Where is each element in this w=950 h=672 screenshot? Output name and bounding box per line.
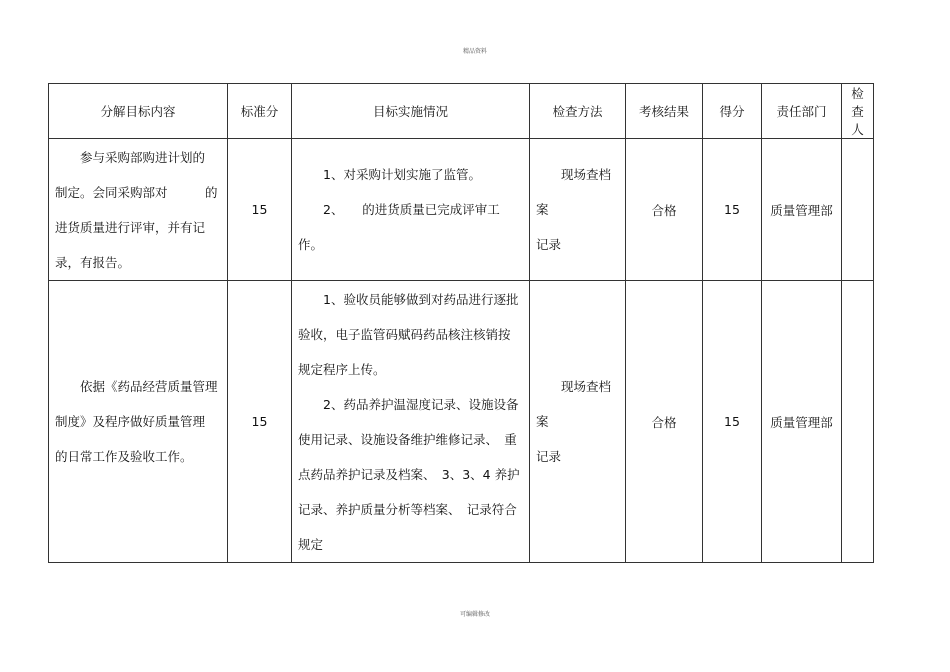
table-row <box>49 139 874 281</box>
inspector-cell <box>842 139 874 281</box>
col-header-standard: 标准分 <box>228 84 292 139</box>
implementation-line: 规定 <box>298 536 324 552</box>
content-line: 制定。会同采购部对 的 <box>55 184 218 200</box>
implementation-line: 2、 的进货质量已完成评审工作。 <box>298 202 500 252</box>
col-header-content: 分解目标内容 <box>49 84 228 139</box>
implementation-line: 2、药品养护温湿度记录、设施设备 <box>323 396 519 412</box>
department-cell: 质量管理部 <box>762 281 842 563</box>
result-cell: 合格 <box>626 139 703 281</box>
table-row <box>49 281 874 563</box>
method-cell <box>530 281 626 563</box>
implementation-line: 验收，电子监管码赋码药品核注核销按 <box>298 326 511 342</box>
implementation-cell <box>292 281 530 563</box>
content-line: 制度》及程序做好质量管理 <box>55 414 206 429</box>
department-cell: 质量管理部 <box>762 139 842 281</box>
table-header-row <box>49 84 874 139</box>
score-cell: 15 <box>703 139 762 281</box>
result-cell: 合格 <box>626 281 703 563</box>
content-line: 依据《药品经营质量管理 <box>80 379 218 394</box>
col-header-inspector: 检查人 <box>842 84 874 139</box>
implementation-cell <box>292 139 530 281</box>
objective-table <box>48 83 874 563</box>
content-line: 的日常工作及验收工作。 <box>55 449 193 464</box>
inspector-cell <box>842 281 874 563</box>
standard-score-cell: 15 <box>228 139 292 281</box>
implementation-line: 1、验收员能够做到对药品进行逐批 <box>323 291 519 307</box>
col-header-method: 检查方法 <box>530 84 626 139</box>
content-line: 录，有报告。 <box>55 254 131 270</box>
content-line: 参与采购部购进计划的 <box>80 149 206 165</box>
method-line: 记录 <box>536 237 562 252</box>
footer-note: 可编辑修改 <box>459 611 490 618</box>
content-cell <box>49 281 228 563</box>
implementation-line: 点药品养护记录及档案、 3、3、4 养护 <box>298 466 520 482</box>
implementation-line: 记录、养护质量分析等档案、 记录符合 <box>298 501 517 517</box>
header-note: 精品资料 <box>462 48 487 55</box>
col-header-implementation: 目标实施情况 <box>292 84 530 139</box>
method-cell <box>530 139 626 281</box>
score-cell: 15 <box>703 281 762 563</box>
method-line: 现场查档案 <box>536 167 612 217</box>
col-header-result: 考核结果 <box>626 84 703 139</box>
method-line: 记录 <box>536 449 562 464</box>
standard-score-cell: 15 <box>228 281 292 563</box>
col-header-score: 得分 <box>703 84 762 139</box>
implementation-line: 规定程序上传。 <box>298 361 386 377</box>
implementation-line: 使用记录、设施设备维护维修记录、 重 <box>298 431 517 447</box>
content-cell <box>49 139 228 281</box>
col-header-department: 责任部门 <box>762 84 842 139</box>
content-line: 进货质量进行评审，并有记 <box>55 219 206 235</box>
method-line: 现场查档案 <box>536 379 612 429</box>
implementation-line: 1、对采购计划实施了监管。 <box>323 167 481 182</box>
